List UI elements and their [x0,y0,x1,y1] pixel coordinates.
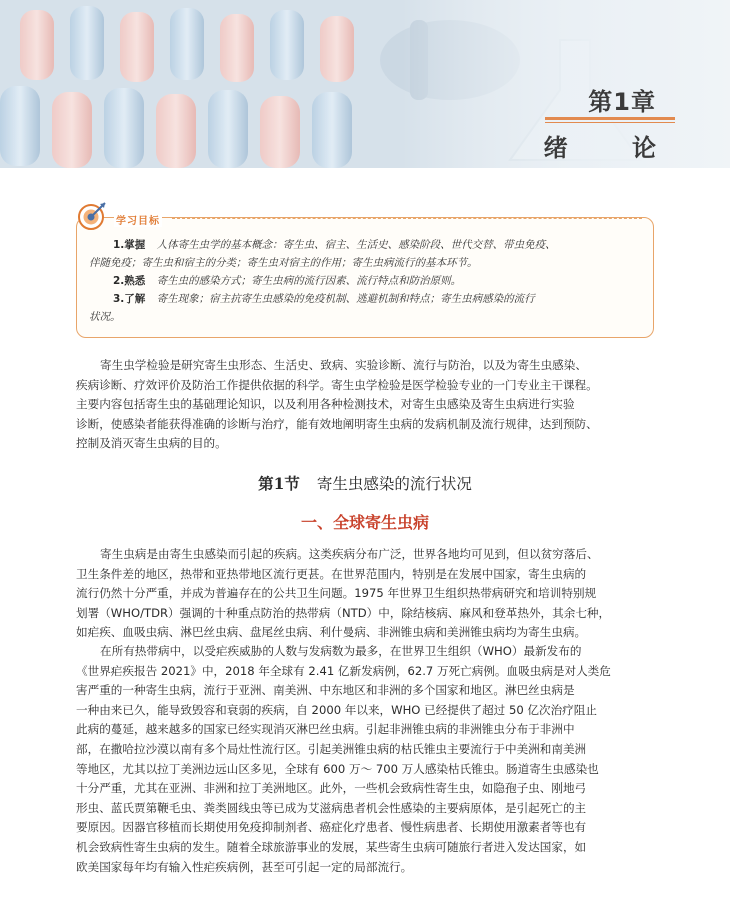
objective-level: 1.掌握 [113,239,146,251]
text-line: 寄生虫病是由寄生虫感染而引起的疾病。这类疾病分布广泛，世界各地均可见到，但以贫穷落后、 [100,547,599,561]
objectives-list [89,236,645,326]
learning-objectives-box [76,217,654,338]
text-line: 等地区，尤其以拉丁美洲边远山区多见，全球有 600 万～ 700 万人感染枯氏锥虫。肠道寄生虫感染也 [76,761,599,776]
divider [545,122,675,123]
text-line: 划署（WHO/TDR）强调的十种重点防治的热带病（NTD）中，除结核病、麻风和登革热外，其余七种， [76,605,611,620]
text-line: 主要内容包括寄生虫的基础理论知识，以及利用各种检测技术，对寄生虫感染及寄生虫病进行实验 [76,397,575,412]
text-line: 如疟疾、血吸虫病、淋巴丝虫病、盘尾丝虫病、利什曼病、非洲锥虫病和美洲锥虫病均为寄生虫病。 [76,625,587,640]
intro-paragraph [76,356,654,454]
objective-item [89,236,645,254]
text-line: 诊断，使感染者能获得准确的诊断与治疗，能有效地阐明寄生虫病的发病机制及流行规律，达到预防、 [76,416,598,431]
text-line: 流行仍然十分严重，并成为普遍存在的公共卫生问题。1975 年世界卫生组织热带病研究和培训特别规 [76,586,597,601]
text-line: 控制及消灭寄生虫病的目的。 [76,436,227,451]
text-line: 疾病诊断、疗效评价及防治工作提供依据的科学。寄生虫学检验是医学检验专业的一门专业主干课程。 [76,377,598,392]
text-line: 在所有热带病中，以受疟疾威胁的人数与发病数为最多，在世界卫生组织（WHO）最新发布的 [100,644,582,658]
objective-text: 寄生虫的感染方式；寄生虫病的流行因素、流行特点和防治原则。 [156,275,462,287]
objectives-label: 学习目标 [114,212,162,227]
body-paragraph [76,545,654,643]
text-line: 机会致病性寄生虫病的发生。随着全球旅游事业的发展，某些寄生虫病可随旅行者进入发达国家，如 [76,839,587,854]
chapter-banner [0,0,730,168]
section-number: 第1节 [258,474,300,493]
objective-text: 伴随免疫；寄生虫和宿主的分类；寄生虫对宿主的作用；寄生虫病流行的基本环节。 [89,257,478,269]
section-heading [0,472,730,494]
objective-level: 2.熟悉 [113,275,146,287]
target-icon [76,200,108,232]
divider [545,117,675,120]
text-line: 十分严重，尤其在亚洲、非洲和拉丁美洲地区。此外，一些机会致病性寄生虫，如隐孢子虫、刚地弓 [76,781,587,796]
objective-item [89,290,645,308]
chapter-number: 第1章 [588,88,656,116]
objective-text: 状况。 [89,311,121,323]
text-line: 卫生条件差的地区，热带和亚热带地区流行更甚。在世界范围内，特别是在发展中国家，寄生虫病的 [76,566,587,581]
text-line: 形虫、蓝氏贾第鞭毛虫、粪类圆线虫等已成为艾滋病患者机会性感染的主要病原体，是引起死亡的主 [76,800,587,815]
text-line: 部，在撒哈拉沙漠以南有多个局灶性流行区。引起美洲锥虫病的枯氏锥虫主要流行于中美洲和南美洲 [76,741,587,756]
text-line: 《世界疟疾报告 2021》中，2018 年全球有 2.41 亿新发病例，62.7 万死亡病例。血吸虫病是对人类危 [76,663,611,678]
divider [172,218,642,219]
objective-item [89,272,645,290]
objective-text: 人体寄生虫学的基本概念：寄生虫、宿主、生活史、感染阶段、世代交替、带虫免疫、 [156,239,556,251]
chapter-title: 绪 论 [543,134,684,162]
section-title: 寄生虫感染的流行状况 [316,475,472,493]
text-line: 欧美国家每年均有输入性疟疾病例，甚至可引起一定的局部流行。 [76,859,413,874]
text-line: 寄生虫学检验是研究寄生虫形态、生活史、致病、实验诊断、流行与防治，以及为寄生虫感染、 [100,358,587,372]
text-line: 害严重的一种寄生虫病，流行于亚洲、南美洲、中东地区和非洲的多个国家和地区。淋巴丝虫病是 [76,683,575,698]
objective-level: 3.了解 [113,293,146,305]
subsection-heading: 一、全球寄生虫病 [300,513,429,532]
body-paragraph [76,642,654,877]
text-line: 要原因。因器官移植而长期使用免疫抑制剂者、癌症化疗患者、慢性病患者、长期使用激素者等也有 [76,820,587,835]
objectives-header [76,200,654,228]
text-line: 此病的蔓延，越来越多的国家已经实现消灭淋巴丝虫病。引起非洲锥虫病的非洲锥虫分布于非洲中 [76,722,575,737]
text-line: 一种由来已久，能导致毁容和衰弱的疾病，自 2000 年以来，WHO 已经提供了超过 50 亿次治疗阻止 [76,702,597,717]
objective-text: 寄生现象；宿主抗寄生虫感染的免疫机制、逃避机制和特点；寄生虫病感染的流行 [156,293,535,305]
